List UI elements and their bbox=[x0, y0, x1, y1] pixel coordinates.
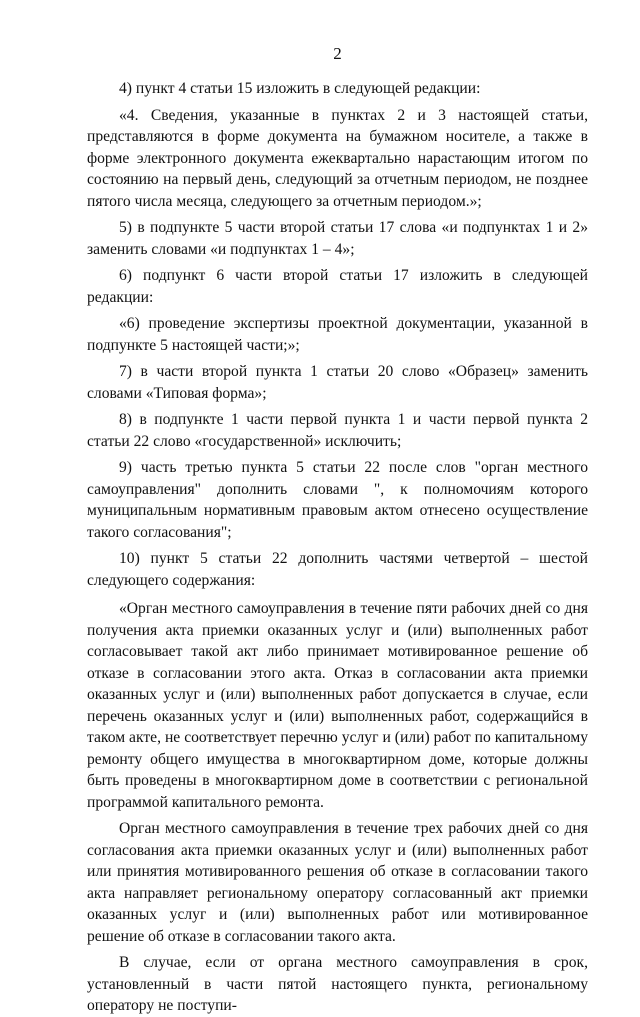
paragraph-quoted-part-4: «Орган местного самоуправления в течение пяти рабочих дней со дня получения акта приемки оказанных услуг и (или) выполненных работ согласовывает такой акт либо принимает мотивированное решение об отказе в согласовании этого акта. Отказ в согласовании акта приемки оказанных услуг и (или) выполненных работ допускается в случае, если перечень оказанных услуг и (или) выполненных работ, содержащийся в таком акте, не соответствует перечню услуг и (или) работ по капитальному ремонту общего имущества в многоквартирном доме, которые должны быть проведены в многоквартирном доме в соответствии с региональной программой капитального ремонта. bbox=[87, 600, 588, 811]
paragraph-quoted-subpoint-6: «6) проведение экспертизы проектной документации, указанной в подпункте 5 настоящей части;»; bbox=[87, 315, 588, 354]
paragraph-item-9: 9) часть третью пункта 5 статьи 22 после слов "орган местного самоуправления" дополнить словами ", к полномочиям которого муниципальным нормативным правовым актом отнесено осуществление такого согласования"; bbox=[87, 459, 588, 541]
paragraph-item-7: 7) в части второй пункта 1 статьи 20 слово «Образец» заменить словами «Типовая форма»; bbox=[87, 363, 588, 402]
paragraph-item-6: 6) подпункт 6 части второй статьи 17 изложить в следующей редакции: bbox=[87, 267, 588, 306]
paragraph-quoted-part-5: Орган местного самоуправления в течение трех рабочих дней со дня согласования акта приемки оказанных услуг и (или) выполненных работ или принятия мотивированного решения об отказе в согласовании такого акта направляет региональному оператору согласованный акт приемки оказанных услуг и (или) выполненных работ или мотивированное решение об отказе в согласовании такого акта. bbox=[87, 820, 588, 945]
paragraph-quoted-point-4: «4. Сведения, указанные в пунктах 2 и 3 настоящей статьи, представляются в форме документа на бумажном носителе, а также в форме электронного документа ежеквартально нарастающим итогом по состоянию на первый день, следующий за отчетным периодом, не позднее пятого числа месяца, следующего за отчетным периодом.»; bbox=[87, 106, 588, 210]
paragraph-quoted-part-6: В случае, если от органа местного самоуправления в срок, установленный в части пятой настоящего пункта, региональному оператору не поступи- bbox=[87, 954, 588, 1014]
paragraph-item-4: 4) пункт 4 статьи 15 изложить в следующей редакции: bbox=[119, 80, 481, 97]
paragraph-item-8: 8) в подпункте 1 части первой пункта 1 и части первой пункта 2 статьи 22 слово «государственной» исключить; bbox=[87, 411, 588, 450]
page-number: 2 bbox=[333, 44, 342, 63]
paragraph-item-10: 10) пункт 5 статьи 22 дополнить частями четвертой – шестой следующего содержания: bbox=[87, 550, 588, 589]
paragraph-item-5: 5) в подпункте 5 части второй статьи 17 слова «и подпунктах 1 и 2» заменить словами «и подпунктах 1 – 4»; bbox=[87, 219, 588, 258]
